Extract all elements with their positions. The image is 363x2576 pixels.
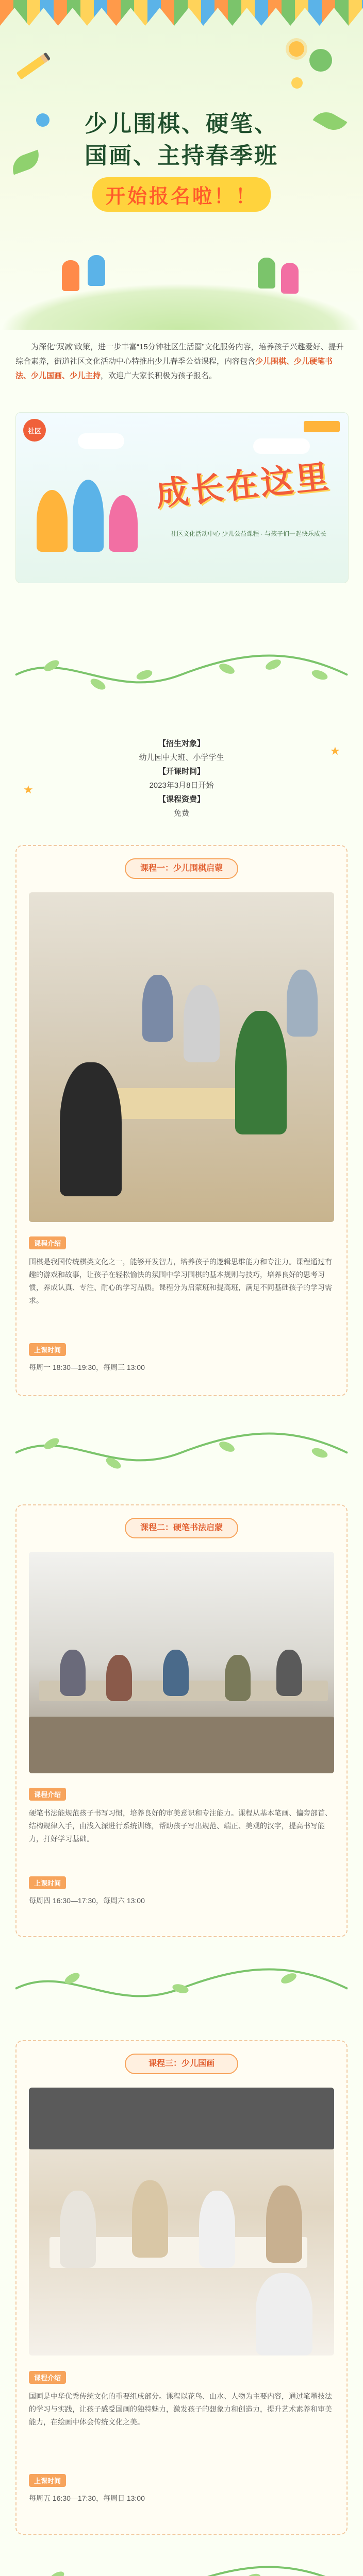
cloud-decoration bbox=[78, 433, 124, 449]
enroll-info bbox=[0, 737, 363, 820]
child-illustration bbox=[88, 255, 105, 286]
child-figure bbox=[235, 1011, 287, 1134]
hero-title-line2: 国画、主持春季班 bbox=[85, 143, 278, 168]
course-time: 每周五 16:30—17:30，每周日 13:00 bbox=[29, 2494, 145, 2502]
child-illustration bbox=[109, 495, 138, 552]
child-figure bbox=[106, 1655, 132, 1701]
blackboard bbox=[29, 2088, 334, 2149]
child-figure bbox=[184, 985, 220, 1062]
vine-divider bbox=[10, 644, 353, 706]
poster-banner bbox=[15, 412, 349, 583]
vine-divider bbox=[10, 2555, 353, 2576]
cloud-decoration bbox=[253, 438, 310, 454]
intro-text-before: 为深化“双减”政策，进一步丰富“15分钟社区生活圈”文化服务内容，培养孩子兴趣爱好、提升综合素养，街道社区文化活动中心特推出少儿春季公益课程，内容包含 bbox=[15, 343, 344, 366]
child-figure bbox=[287, 970, 318, 1037]
partner-logo bbox=[304, 421, 340, 432]
star-icon: ★ bbox=[330, 744, 340, 757]
leaf-icon bbox=[9, 150, 43, 175]
child-figure bbox=[132, 2180, 168, 2258]
course-card-calligraphy bbox=[15, 1504, 348, 1937]
vine-divider bbox=[10, 1958, 353, 2020]
child-illustration bbox=[37, 490, 68, 552]
child-illustration bbox=[73, 480, 104, 552]
course-time-label: 上课时间 bbox=[29, 2474, 66, 2487]
child-figure bbox=[266, 2185, 302, 2263]
bunting-decoration bbox=[0, 0, 363, 26]
ball-decoration bbox=[309, 49, 332, 72]
intro-paragraph bbox=[15, 340, 348, 383]
course-card-go bbox=[15, 845, 348, 1396]
hero-title-line1: 少儿围棋、硬笔、 bbox=[85, 111, 278, 137]
course-title: 课程一：少儿围棋启蒙 bbox=[125, 858, 238, 879]
child-figure bbox=[276, 1650, 302, 1696]
child-figure bbox=[60, 1062, 122, 1196]
course-photo bbox=[29, 1552, 334, 1773]
intro-text-after: ，欢迎广大家长积极为孩子报名。 bbox=[101, 371, 217, 380]
ground-decoration bbox=[0, 283, 363, 330]
course-intro-label: 课程介绍 bbox=[29, 2371, 66, 2384]
star-icon: ★ bbox=[23, 783, 34, 796]
course-time-label: 上课时间 bbox=[29, 1876, 66, 1889]
course-description: 国画是中华优秀传统文化的重要组成部分。课程以花鸟、山水、人物为主要内容，通过笔墨技法的学习与实践，让孩子感受国画的独特魅力，激发孩子的想象力和创造力，提升艺术素养和审美能力，在绘画中体会传统文化之美。 bbox=[29, 2392, 332, 2426]
child-figure bbox=[225, 1655, 251, 1701]
course-time: 每周一 18:30—19:30，每周三 13:00 bbox=[29, 1363, 145, 1371]
intro-courses: 少儿围棋、少儿硬笔书法、少儿国画、少儿主持 bbox=[15, 357, 333, 380]
child-figure bbox=[142, 975, 173, 1042]
course-photo bbox=[29, 892, 334, 1222]
child-figure bbox=[256, 2273, 312, 2355]
ball-decoration bbox=[36, 113, 50, 127]
community-logo: 社区 bbox=[23, 419, 46, 442]
course-title: 课程三：少儿国画 bbox=[125, 2054, 238, 2074]
course-photo bbox=[29, 2088, 334, 2355]
target-value: 幼儿园中大班、小学学生 bbox=[139, 753, 224, 762]
child-figure bbox=[199, 2191, 235, 2268]
course-time-label: 上课时间 bbox=[29, 1343, 66, 1356]
child-figure bbox=[60, 2191, 96, 2268]
course-time: 每周四 16:30—17:30，每周六 13:00 bbox=[29, 1896, 145, 1905]
vine-divider bbox=[10, 1422, 353, 1484]
hero-header bbox=[0, 0, 363, 330]
course-description: 围棋是我国传统棋类文化之一，能够开发智力，培养孩子的逻辑思维能力和专注力。课程通过有趣的游戏和故事，让孩子在轻松愉快的氛围中学习围棋的基本规则与技巧，培养良好的思考习惯，养成认真、专注、耐心的学习品质。课程分为启蒙班和提高班，满足不同基础孩子的学习需求。 bbox=[29, 1258, 332, 1304]
cost-heading: 【课程资费】 bbox=[158, 795, 205, 804]
enroll-tag: 开始报名啦！！ bbox=[92, 177, 271, 212]
course-title: 课程二：硬笔书法启蒙 bbox=[125, 1518, 238, 1538]
course-intro-label: 课程介绍 bbox=[29, 1236, 66, 1249]
course-card-painting bbox=[15, 2040, 348, 2535]
banner-subtext: 社区文化活动中心 少儿公益课程 · 与孩子们一起快乐成长 bbox=[171, 530, 327, 537]
leaf-icon bbox=[313, 107, 348, 135]
pencil-icon bbox=[16, 52, 51, 79]
hero-title bbox=[57, 108, 306, 211]
course-intro-label: 课程介绍 bbox=[29, 1788, 66, 1801]
cost-value: 免费 bbox=[173, 809, 189, 818]
desk-front bbox=[29, 1717, 334, 1773]
child-figure bbox=[163, 1650, 189, 1696]
banner-slogan: 成长在这里 bbox=[154, 457, 333, 513]
date-value: 2023年3月8日开始 bbox=[149, 781, 214, 790]
sun-icon bbox=[289, 41, 304, 57]
target-heading: 【招生对象】 bbox=[158, 739, 205, 748]
ball-decoration bbox=[291, 77, 303, 89]
course-description: 硬笔书法能规范孩子书写习惯，培养良好的审美意识和专注能力。课程从基本笔画、偏旁部首、结构规律入手，由浅入深进行系统训练，帮助孩子写出规范、端正、美观的汉字，提高书写能力，打好学习基础。 bbox=[29, 1809, 332, 1843]
child-figure bbox=[60, 1650, 86, 1696]
date-heading: 【开课时间】 bbox=[158, 767, 205, 776]
